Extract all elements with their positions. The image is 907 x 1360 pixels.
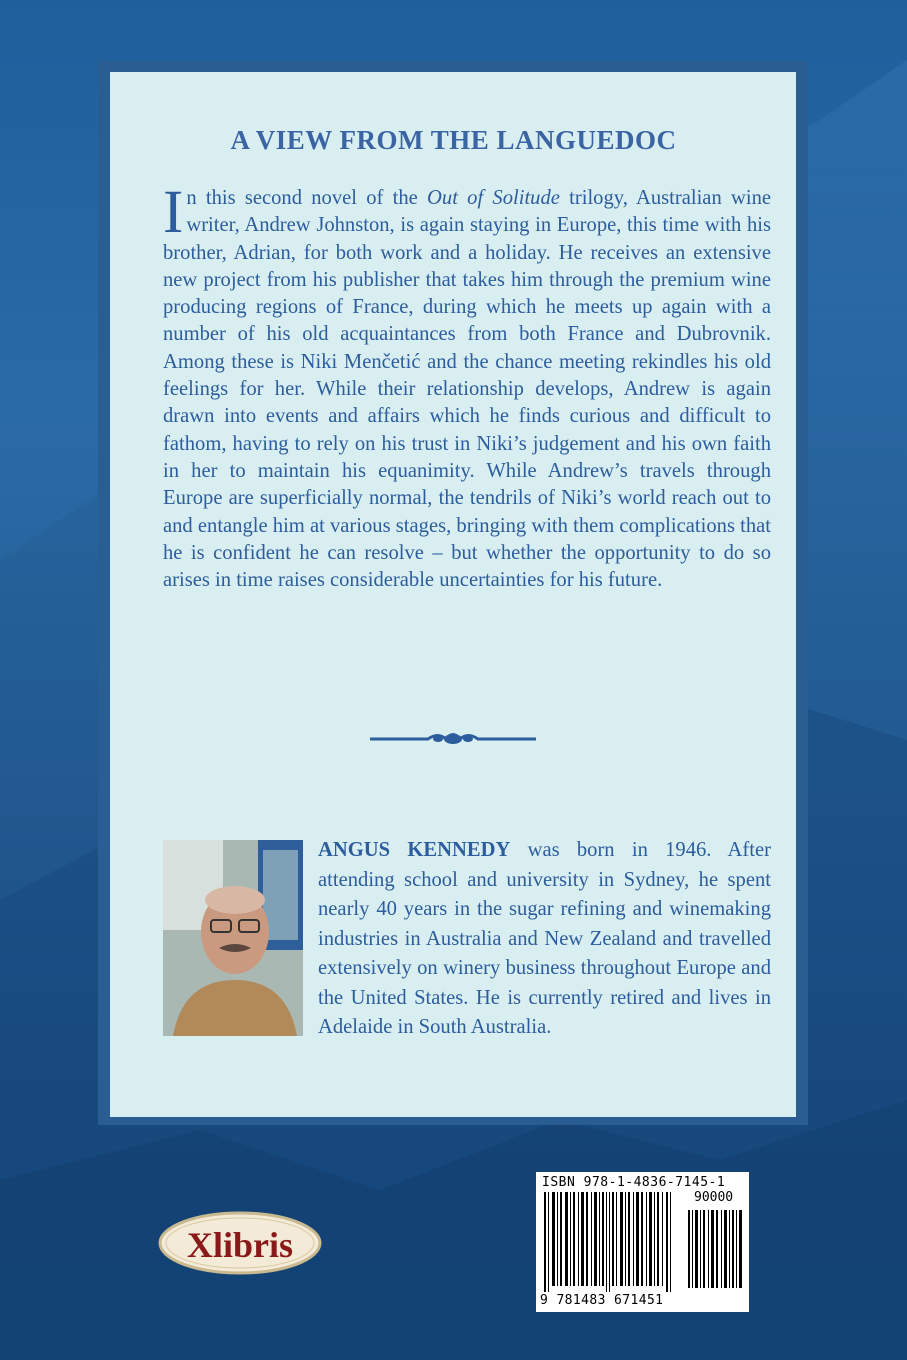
author-name: ANGUS KENNEDY [318,839,511,861]
series-title: Out of Solitude [427,187,560,209]
author-bio-text: was born in 1946. After attending school and university in Sydney, he spent nearly 40 years in the sugar refining and winemaking industries in Australia and New Zealand and travelled extensively on winery business throughout Europe and the United States. He is currently retired and lives in Adelaide in South Australia. [318,839,772,1038]
blurb-body: trilogy, Australian wine writer, Andrew Johnston, is again staying in Europe, this time with his brother, Adrian, for both work and a holiday. He receives an extensive new project from his publisher that takes him through the premium wine producing regions of France, during which he meets up again with a number of his old acquaintances from both France and Dubrovnik. Among these is Niki Menčetić and the chance meeting rekindles his old feelings for her. While their relationship develops, Andrew is again drawn into events and affairs which he finds curious and difficult to fathom, having to rely on his trust in Niki’s judgement and his own faith in her to maintain his equanimity. While Andrew’s travels through Europe are superficially normal, the tendrils of Niki’s world reach out to and entangle him at various stages, bringing with them complications that he is confident he can resolve – but whether the opportunity to do so arises in time raises considerable uncertainties for his future. [163,187,772,592]
book-title: A VIEW FROM THE LANGUEDOC [230,125,677,155]
price-code: 90000 [694,1190,734,1205]
barcode [536,1172,749,1312]
barcode-number: 9 781483 671451 [540,1293,664,1308]
book-blurb [163,179,772,594]
isbn-label: ISBN 978-1-4836-7145-1 [542,1175,726,1190]
publisher-name: Xlibris [186,1225,293,1265]
publisher-logo [157,1210,323,1276]
drop-cap: I [163,179,184,246]
barcode-bars-icon [536,1172,749,1312]
blurb-intro: n this second novel of the [186,187,428,209]
ornament-divider-icon [368,728,538,750]
author-bio [163,836,771,1046]
